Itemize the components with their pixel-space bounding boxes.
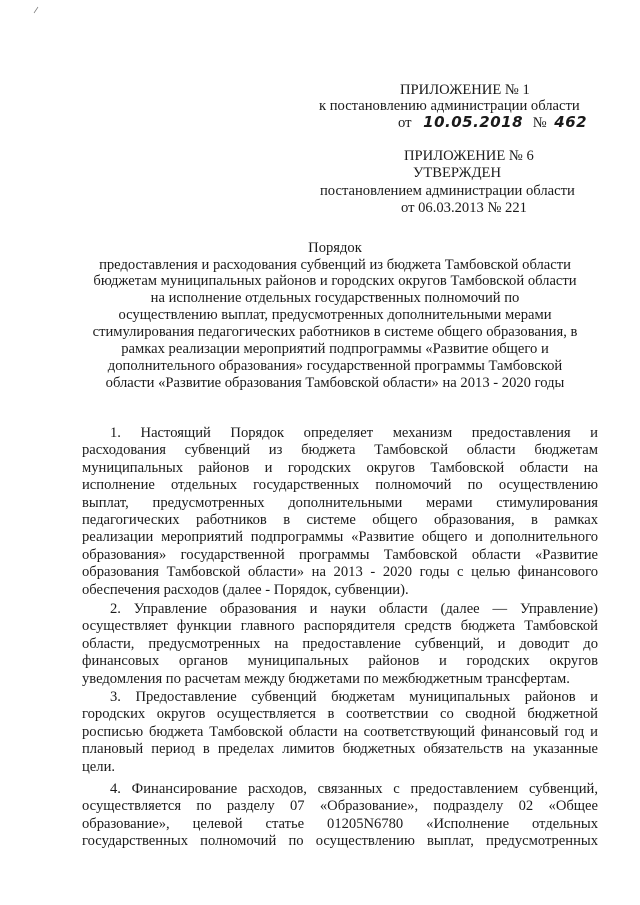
approved-label: УТВЕРЖДЕН — [413, 165, 501, 181]
paragraph-line: 2. Управление образования и науки области (далее — Управление) — [110, 601, 598, 617]
scan-mark — [33, 6, 39, 14]
title-line: предоставления и расходования субвенций из бюджета Тамбовской области — [99, 257, 571, 273]
appendix1-reference: к постановлению администрации области — [319, 98, 580, 114]
paragraph-line: образования» государственной программы Тамбовской области «Развитие — [82, 546, 598, 563]
paragraph-line: уведомления по расчетам между бюджетами по межбюджетным трансфертам. — [82, 670, 570, 687]
title-line: на исполнение отдельных государственных полномочий по — [150, 290, 520, 306]
paragraph-line: обеспечения расходов (далее - Порядок, субвенции). — [82, 581, 409, 598]
paragraph-line: области, предусмотренных на предоставление субвенций, и доводит до — [82, 635, 598, 652]
paragraph-1 — [82, 425, 598, 599]
appendix1-number-label: № — [532, 115, 547, 131]
paragraph-4 — [82, 781, 598, 851]
paragraph-2 — [82, 601, 598, 688]
appendix1-handwritten-date: 10.05.2018 — [423, 113, 524, 131]
paragraph-line: 1. Настоящий Порядок определяет механизм предоставления и — [110, 425, 598, 441]
title-line: стимулирования педагогических работников в системе общего образования, в — [92, 324, 578, 340]
title-line: рамках реализации мероприятий подпрограммы «Развитие общего и — [121, 341, 549, 357]
paragraph-line: росписью бюджета Тамбовской области на соответствующий финансовый год и — [82, 723, 598, 740]
paragraph-line: 3. Предоставление субвенций бюджетам муниципальных районов и — [110, 689, 598, 705]
appendix1-handwritten-number: 462 — [554, 113, 588, 131]
paragraph-line: муниципальных районов и городских округов Тамбовской области на — [82, 459, 598, 476]
paragraph-line: выплат, предусмотренных дополнительными мерами стимулирования — [82, 494, 598, 511]
paragraph-line: расходования субвенций из бюджета Тамбовской области бюджетам — [82, 442, 598, 459]
appendix1-date-line — [398, 114, 587, 132]
paragraph-line: осуществляется по разделу 07 «Образование», подразделу 02 «Общее — [82, 798, 598, 815]
paragraph-line: государственных полномочий по осуществлению выплат, предусмотренных — [82, 833, 598, 850]
paragraph-line: цели. — [82, 758, 116, 775]
paragraph-line: финансовых органов муниципальных районов и городских округов — [82, 653, 598, 670]
paragraph-line: осуществляет функции главного распорядителя средств бюджета Тамбовской — [82, 618, 598, 635]
appendix1-title: ПРИЛОЖЕНИЕ № 1 — [400, 82, 530, 98]
title-line: области «Развитие образования Тамбовской области» на 2013 - 2020 годы — [105, 375, 565, 391]
title-line: бюджетам муниципальных районов и городских округов Тамбовской области — [93, 273, 577, 289]
paragraph-line: образование», целевой статье 01205N6780 «Исполнение отдельных — [82, 815, 598, 832]
paragraph-line: 4. Финансирование расходов, связанных с предоставлением субвенций, — [110, 781, 598, 797]
paragraph-line: плановый период в пределах лимитов бюджетных обязательств на указанные — [82, 741, 598, 758]
appendix6-title: ПРИЛОЖЕНИЕ № 6 — [404, 148, 534, 164]
title-line: осуществлению выплат, предусмотренных дополнительными мерами — [118, 307, 552, 323]
paragraph-line: педагогических работников в системе общего образования, в рамках — [82, 512, 598, 529]
paragraph-line: образования Тамбовской области» на 2013 - 2020 годы с целью финансового — [82, 564, 598, 581]
approved-date: от 06.03.2013 № 221 — [401, 200, 527, 216]
paragraph-line: городских округов осуществляется в соответствии со сводной бюджетной — [82, 706, 598, 723]
paragraph-line: реализации мероприятий подпрограммы «Развитие общего и дополнительного — [82, 529, 598, 546]
appendix1-from-label: от — [398, 115, 412, 131]
approved-by: постановлением администрации области — [320, 183, 575, 199]
title-line: дополнительного образования» государственной программы Тамбовской — [107, 358, 563, 374]
document-heading: Порядок — [308, 240, 362, 256]
paragraph-line: исполнение отдельных государственных полномочий по осуществлению — [82, 477, 598, 494]
paragraph-3 — [82, 689, 598, 776]
